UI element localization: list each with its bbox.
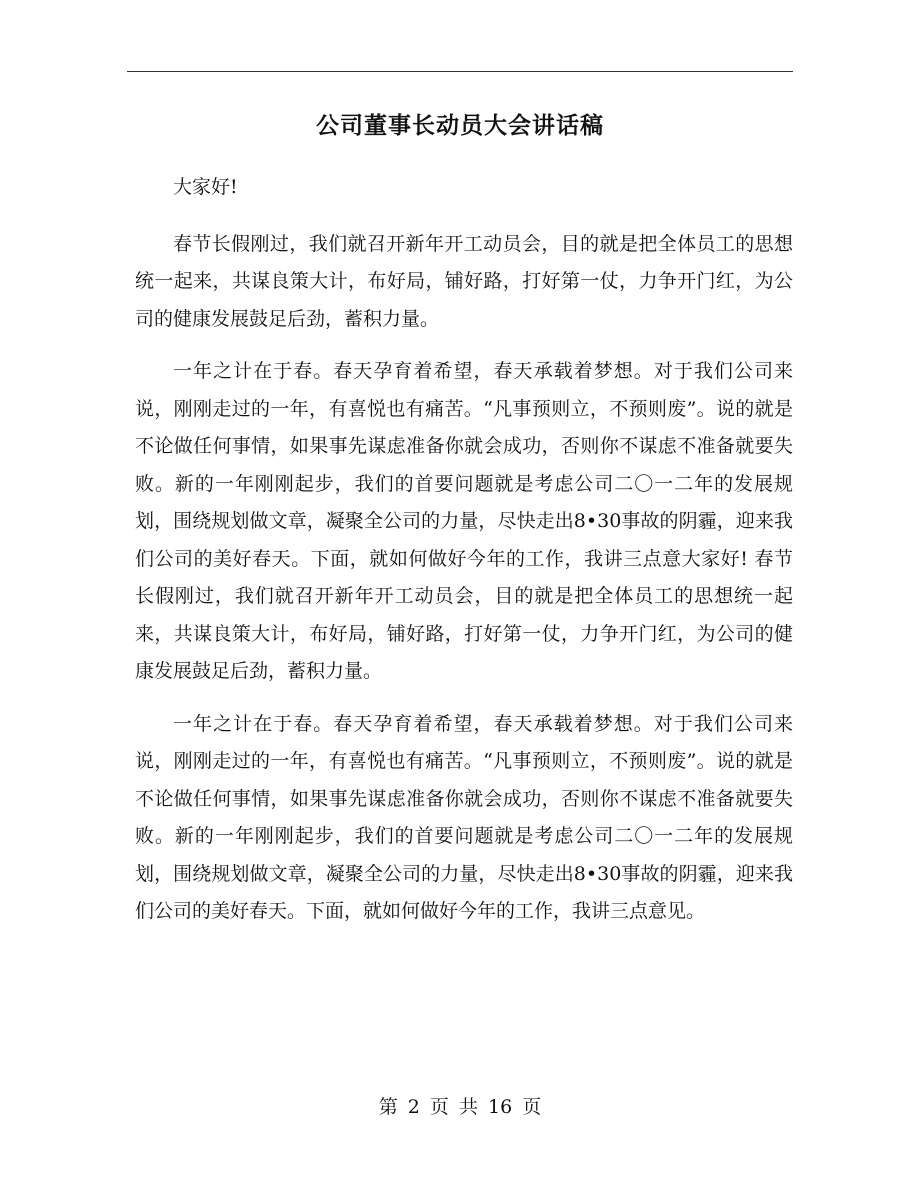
body-paragraph: 一年之计在于春。春天孕育着希望，春天承载着梦想。对于我们公司来说，刚刚走过的一年，有喜悦也有痛苦。“凡事预则立，不预则废”。说的就是不论做任何事情，如果事先谋虑准备你就会成功，否则你不谋虑不准备就要失败。新的一年刚刚起步，我们的首要问题就是考虑公司二〇一二年的发展规划，围绕规划做文章，凝聚全公司的力量，尽快走出8•30事故的阴霾，迎来我们公司的美好春天。下面，就如何做好今年的工作，我讲三点意大家好! 春节长假刚过，我们就召开新年开工动员会，目的就是把全体员工的思想统一起来，共谋良策大计，布好局，铺好路，打好第一仗，力争开门红，为公司的健康发展鼓足后劲，蓄积力量。: [135, 360, 793, 682]
body-paragraph: 一年之计在于春。春天孕育着希望，春天承载着梦想。对于我们公司来说，刚刚走过的一年，有喜悦也有痛苦。“凡事预则立，不预则废”。说的就是不论做任何事情，如果事先谋虑准备你就会成功，否则你不谋虑不准备就要失败。新的一年刚刚起步，我们的首要问题就是考虑公司二〇一二年的发展规划，围绕规划做文章，凝聚全公司的力量，尽快走出8•30事故的阴霾，迎来我们公司的美好春天。下面，就如何做好今年的工作，我讲三点意见。: [135, 712, 793, 922]
page-number-footer: 第 2 页 共 16 页: [378, 1096, 542, 1118]
greeting-paragraph: 大家好!: [173, 176, 238, 198]
document-body: [135, 169, 793, 946]
header-rule: [127, 71, 793, 72]
body-paragraph: 春节长假刚过，我们就召开新年开工动员会，目的就是把全体员工的思想统一起来，共谋良策大计，布好局，铺好路，打好第一仗，力争开门红，为公司的健康发展鼓足后劲，蓄积力量。: [135, 232, 793, 330]
document-title: 公司董事长动员大会讲话稿: [316, 113, 604, 139]
